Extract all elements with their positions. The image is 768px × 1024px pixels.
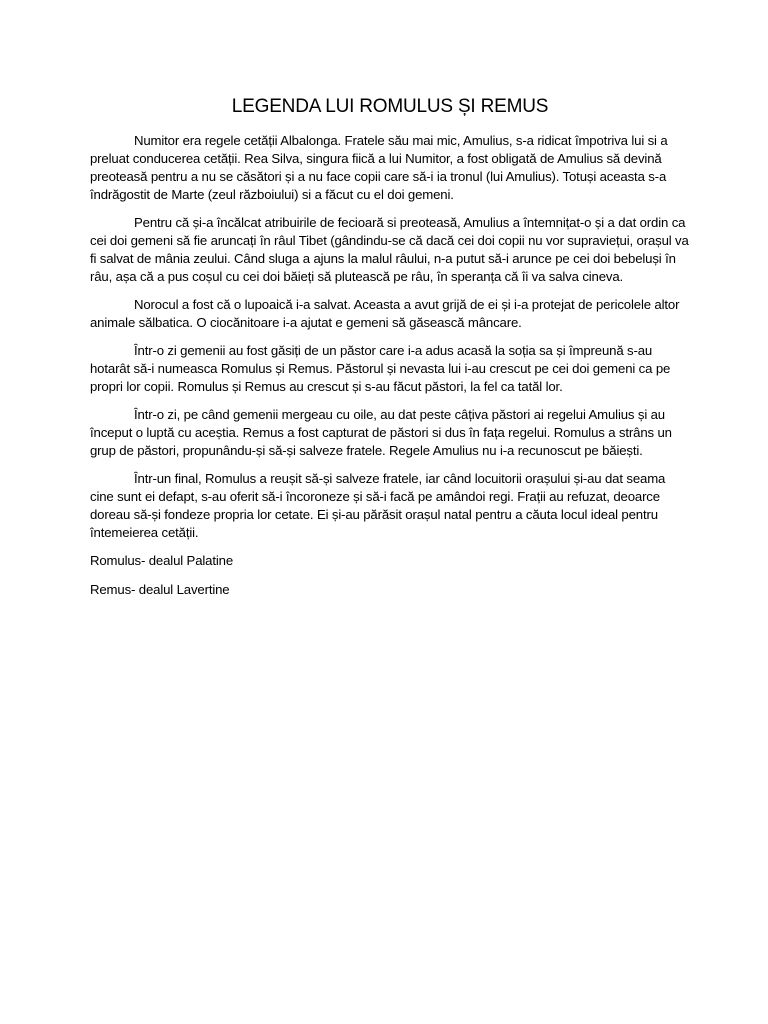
note-romulus: Romulus- dealul Palatine — [90, 553, 234, 568]
paragraph-shepherd: Într-o zi gemenii au fost găsiți de un păstor care i-a adus acasă la soția sa și împreună s-au hotarât să-i numeasca Romulus și Remus. Păstorul și nevasta lui i-au crescut pe cei doi gemeni ca pe propri lor copii. Romulus și Remus au crescut și s-au făcut păstori, la fel ca tatăl lor. — [90, 343, 671, 394]
paragraph-final: Într-un final, Romulus a reușit să-și salveze fratele, iar când locuitorii orașului și-au dat seama cine sunt ei defapt, s-au oferit să-i încoroneze și să-i facă pe amândoi regi. Frații au refuzat, deoarce doreau să-și fondeze propria lor cetate. Ei și-au părăsit orașul natal pentru a căuta locul ideal pentru întemeierea cetății. — [90, 471, 666, 540]
document-title: LEGENDA LUI ROMULUS ȘI REMUS — [231, 96, 549, 117]
note-remus: Remus- dealul Lavertine — [90, 582, 230, 597]
paragraph-amulius-order: Pentru că și-a încălcat atribuirile de fecioară si preoteasă, Amulius a întemnițat-o și a dat ordin ca cei doi gemeni să fie aruncați în râul Tibet (gândindu-se că dacă cei doi copii nu vor supraviețui, orașul va fi salvat de mânia zeului. Când sluga a ajuns la malul râului, n-a putut să-i arunce pe cei doi bebeluși în râu, așa că a pus coșul cu cei doi băieți să plutească pe râu, în speranța că îi va salva cineva. — [90, 215, 689, 284]
paragraph-she-wolf: Norocul a fost că o lupoaică i-a salvat. Aceasta a avut grijă de ei și i-a protejat de pericolele altor animale sălbatica. O ciocănitoare i-a ajutat e gemeni să găsească mâncare. — [90, 297, 680, 330]
document-page — [90, 94, 690, 610]
paragraph-numitor: Numitor era regele cetății Albalonga. Fratele său mai mic, Amulius, s-a ridicat împotriva lui si a preluat conducerea cetății. Rea Silva, singura fiică a lui Numitor, a fost obligată de Amulius să devină preoteasă pentru a nu se căsători și a nu face copii care să-i ia tronul (lui Amulius). Totuși aceasta s-a îndrăgostit de Marte (zeul războiului) si a făcut cu el doi gemeni. — [90, 133, 668, 202]
paragraph-fight: Într-o zi, pe când gemenii mergeau cu oile, au dat peste câțiva păstori ai regelui Amulius și au început o luptă cu aceștia. Remus a fost capturat de păstori si dus în fața regelui. Romulus a strâns un grup de păstori, propunându-și să-și salveze fratele. Regele Amulius nu i-a recunoscut pe băiești. — [90, 407, 672, 458]
